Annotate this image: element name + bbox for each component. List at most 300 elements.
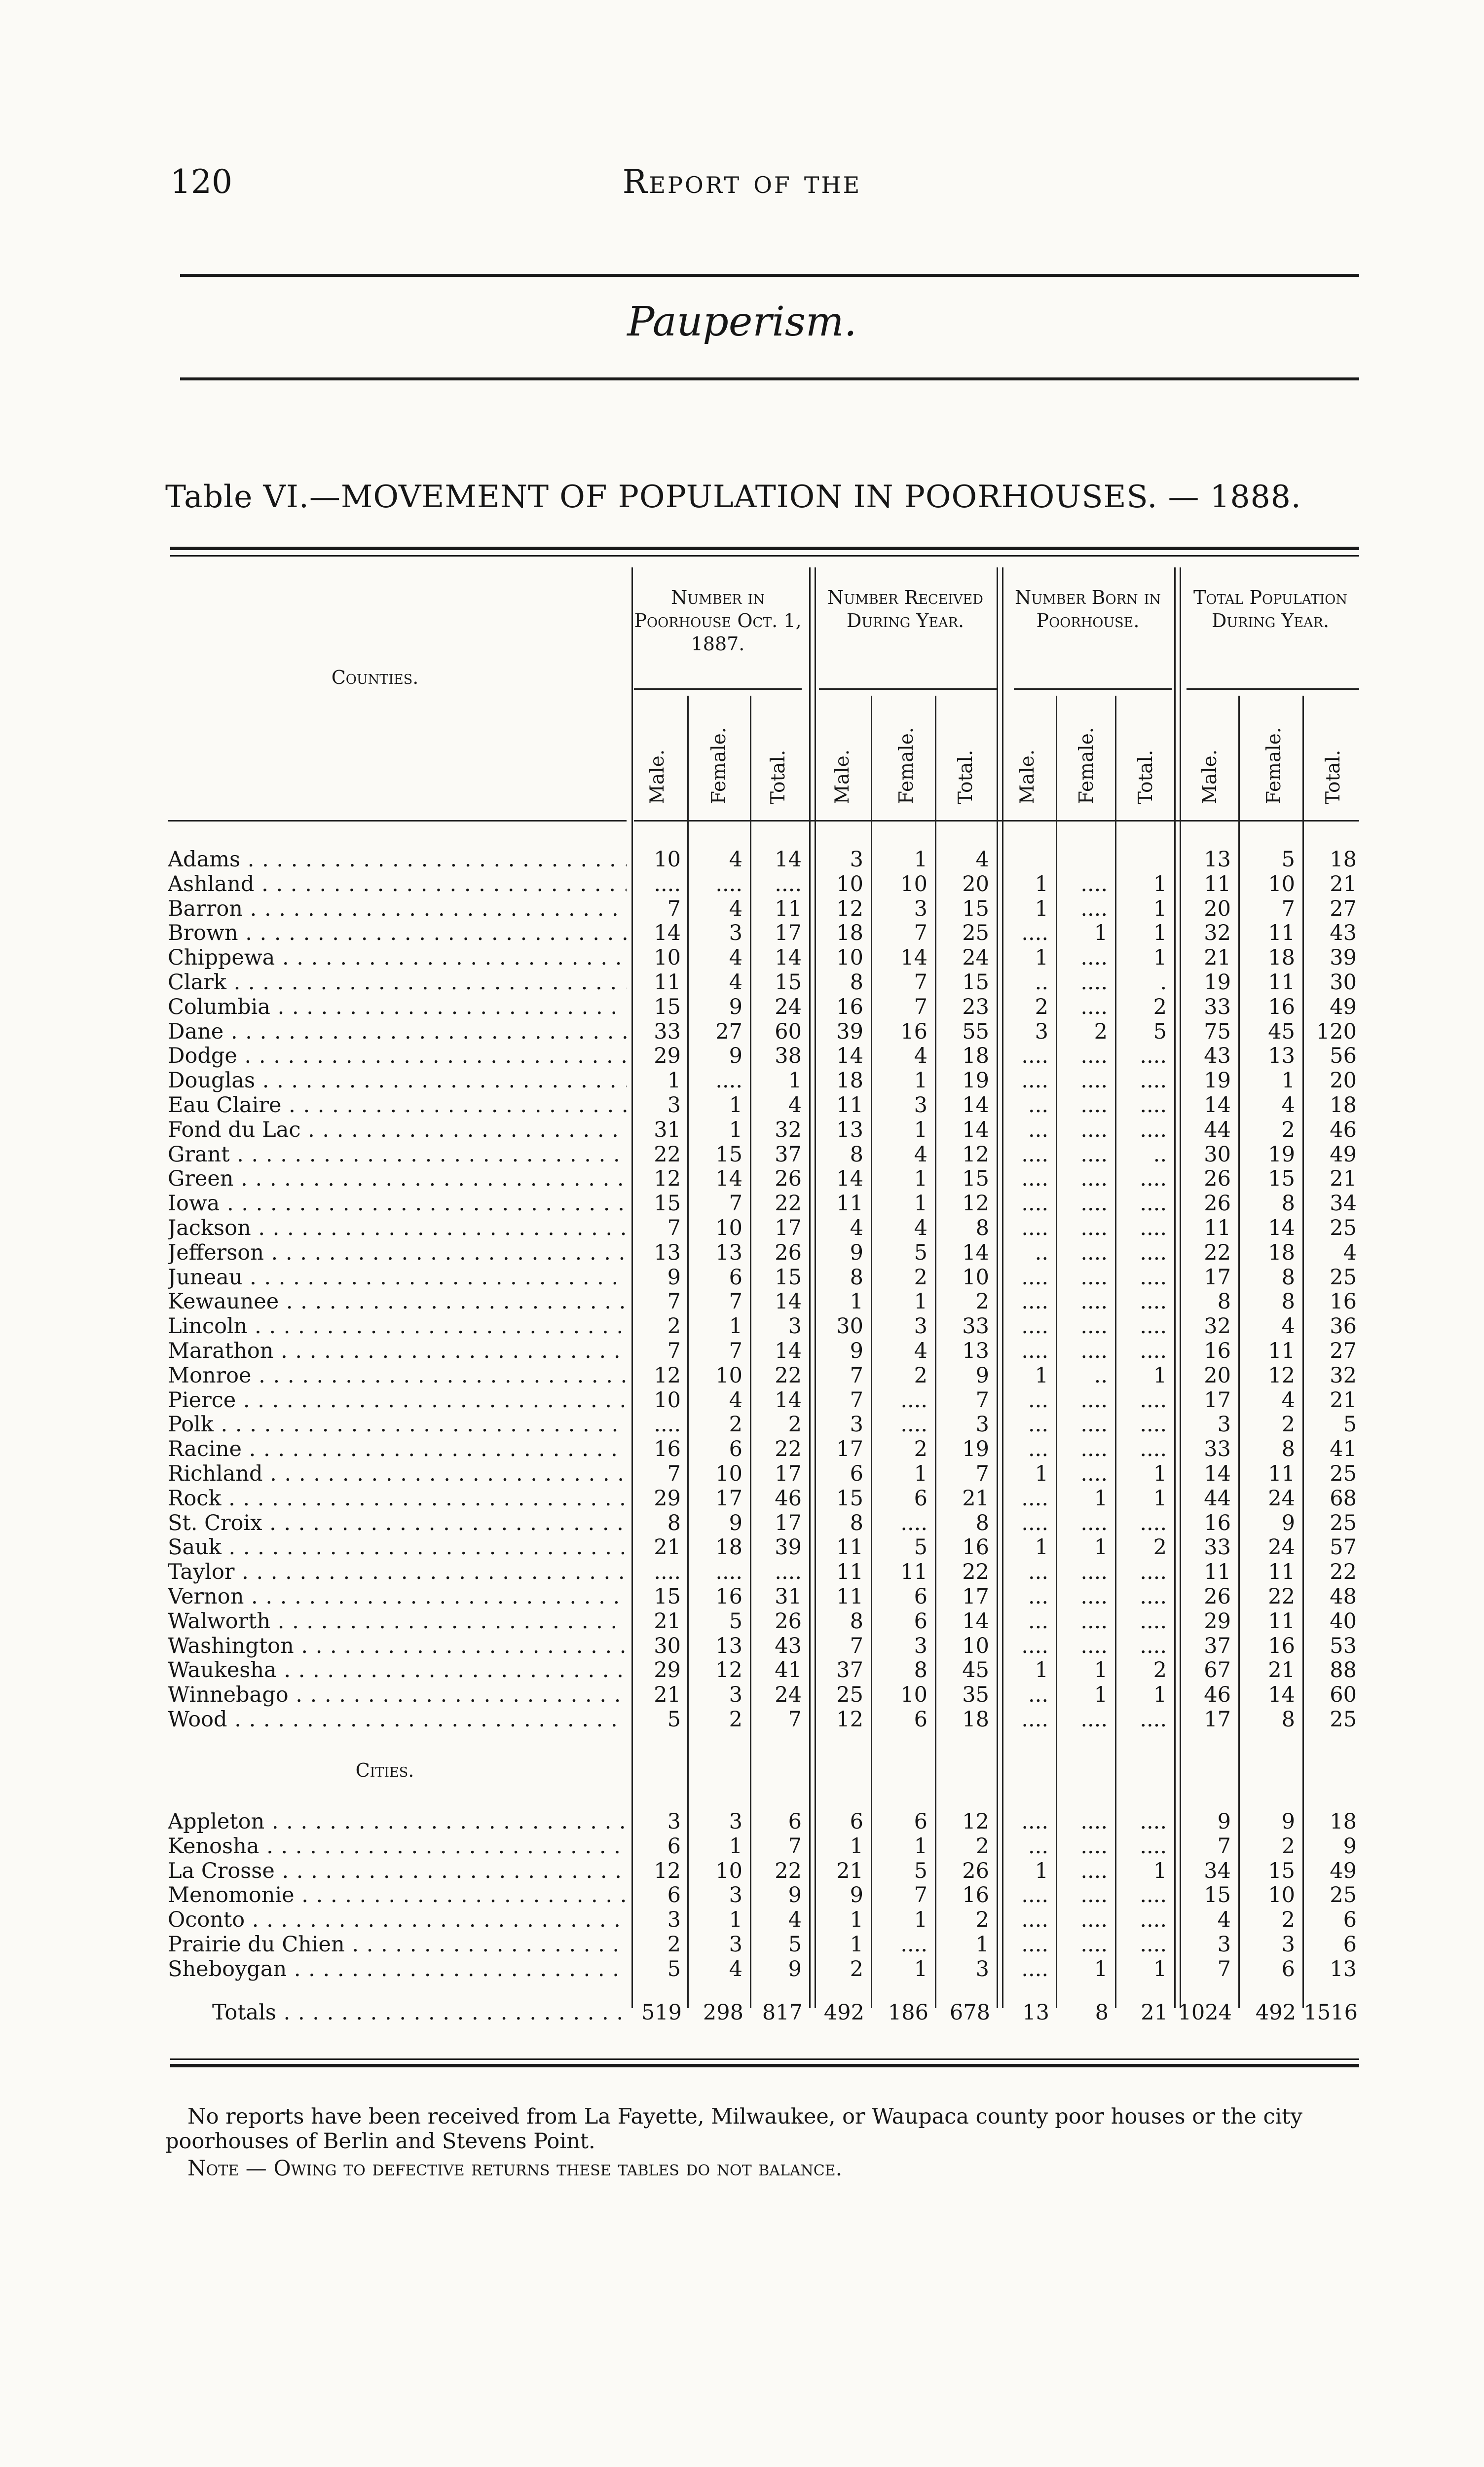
row-name: Kewaunee . . .: [168, 1290, 627, 1313]
cell: 14: [962, 1240, 989, 1265]
cell: 11: [1268, 1461, 1295, 1486]
row-name: Green . . .: [168, 1167, 627, 1191]
cell: 16: [1204, 1511, 1231, 1535]
cell: 15: [962, 1166, 989, 1191]
cell: ....: [900, 1388, 928, 1413]
cell: ....: [1080, 1412, 1108, 1437]
cell: 24: [775, 1682, 802, 1707]
cell: ....: [1140, 1932, 1167, 1957]
cell: 13: [1204, 847, 1231, 872]
running-header: Report of the: [622, 163, 862, 201]
cell: ....: [1080, 1859, 1108, 1883]
table-row: [0, 1192, 1484, 1215]
cell: 6: [914, 1584, 928, 1609]
cell: 17: [775, 921, 802, 945]
cell: 18: [962, 1707, 989, 1732]
cell: 53: [1330, 1634, 1357, 1658]
cell: 1: [914, 1068, 928, 1093]
cell: 30: [1330, 970, 1357, 995]
cell: 14: [715, 1166, 742, 1191]
cell: 4: [729, 847, 742, 872]
cell: 18: [1330, 1809, 1357, 1834]
cell: 20: [1330, 1068, 1357, 1093]
cell: 29: [654, 1486, 681, 1511]
cell: ....: [1140, 1191, 1167, 1216]
cell: 6: [788, 1809, 802, 1834]
cell: 6: [914, 1809, 928, 1834]
cities-header: Cities.: [355, 1759, 414, 1781]
cell: 1: [914, 1834, 928, 1859]
cell: 39: [836, 1019, 863, 1044]
cell: 2: [975, 1834, 989, 1859]
cell: ....: [1140, 1560, 1167, 1584]
cell: 57: [1330, 1535, 1357, 1560]
cell: 15: [775, 970, 802, 995]
cell: 15: [836, 1486, 863, 1511]
cell: 12: [654, 1166, 681, 1191]
cell: 21: [962, 1486, 989, 1511]
cell: 32: [775, 1118, 802, 1142]
cell: 5: [914, 1240, 928, 1265]
cell: ....: [1080, 1560, 1108, 1584]
cell: 60: [1330, 1682, 1357, 1707]
cell: 4: [729, 970, 742, 995]
cell: 4: [914, 1216, 928, 1240]
cell: 14: [1204, 1461, 1231, 1486]
cell: 13: [962, 1339, 989, 1363]
cell: ....: [1140, 1907, 1167, 1932]
group-underline-4: [1187, 688, 1359, 690]
cell: 8: [850, 1265, 863, 1290]
section-title: Pauperism.: [627, 299, 857, 345]
cell: ....: [900, 1511, 928, 1535]
cell: 45: [1268, 1019, 1295, 1044]
table-row: [0, 1908, 1484, 1932]
cell: 22: [1330, 1560, 1357, 1584]
table-row: [0, 995, 1484, 1019]
cell: 23: [962, 995, 989, 1019]
row-name: Brown . . .: [168, 921, 627, 945]
cell: ....: [1140, 1093, 1167, 1118]
cell: 12: [962, 1142, 989, 1167]
cell: 3: [729, 1809, 742, 1834]
cell: 43: [1204, 1044, 1231, 1068]
cell: ....: [1080, 1289, 1108, 1314]
cell: 14: [775, 1339, 802, 1363]
cell: 7: [850, 1634, 863, 1658]
cell: 32: [1204, 1314, 1231, 1339]
table-row: [0, 1487, 1484, 1510]
cell: 7: [729, 1339, 742, 1363]
cell: 1: [975, 1932, 989, 1957]
cell: 4: [788, 1907, 802, 1932]
cell: ....: [654, 1412, 681, 1437]
table-row: [0, 1634, 1484, 1658]
cell: ....: [900, 1412, 928, 1437]
cell: 15: [715, 1142, 742, 1167]
cell: 49: [1330, 1142, 1357, 1167]
cell: 8: [850, 1609, 863, 1634]
table-top-rule-2: [170, 555, 1359, 557]
cell: 12: [654, 1859, 681, 1883]
cell: 12: [962, 1191, 989, 1216]
sub-header-female: Female.: [1263, 727, 1285, 804]
cell: 10: [900, 1682, 928, 1707]
cell: 3: [1217, 1932, 1231, 1957]
cell: 13: [836, 1118, 863, 1142]
cell: 38: [775, 1044, 802, 1068]
cell: ....: [1080, 897, 1108, 921]
row-name: Appleton . . .: [168, 1810, 627, 1833]
table-row: [0, 1462, 1484, 1486]
table-row: [0, 1683, 1484, 1707]
cell: ....: [1080, 1707, 1108, 1732]
cell: 11: [900, 1560, 928, 1584]
cell: 32: [1330, 1363, 1357, 1388]
cell: 22: [775, 1191, 802, 1216]
row-name: Vernon . . .: [168, 1585, 627, 1608]
cell: 14: [962, 1093, 989, 1118]
cell: 1: [729, 1118, 742, 1142]
cell: 7: [850, 1363, 863, 1388]
cell: ....: [1140, 1265, 1167, 1290]
cell: 14: [775, 1388, 802, 1413]
cell: 7: [914, 921, 928, 945]
row-name: La Crosse . . .: [168, 1859, 627, 1883]
cell: 4: [1343, 1240, 1357, 1265]
row-name: Lincoln . . .: [168, 1314, 627, 1338]
cell: 1: [1153, 945, 1167, 970]
row-name: Ashland . . .: [168, 872, 627, 896]
sub-header-total: Total.: [955, 749, 977, 804]
row-name: Waukesha . . .: [168, 1658, 627, 1682]
total-cell: 678: [949, 2000, 990, 2025]
cell: ....: [1080, 1166, 1108, 1191]
cell: 9: [729, 1044, 742, 1068]
table-row: [0, 848, 1484, 871]
table-row: [0, 1658, 1484, 1682]
cell: 37: [775, 1142, 802, 1167]
cell: 7: [788, 1707, 802, 1732]
table-row: [0, 1020, 1484, 1044]
group-underline-1: [634, 688, 802, 690]
cell: ....: [1021, 1314, 1048, 1339]
cell: 1: [850, 1289, 863, 1314]
cell: 22: [775, 1363, 802, 1388]
sub-header-female: Female.: [1076, 727, 1098, 804]
cell: 13: [715, 1634, 742, 1658]
sub-header-total: Total.: [1322, 749, 1344, 804]
cell: 14: [775, 1289, 802, 1314]
cell: 11: [1268, 921, 1295, 945]
cell: 15: [1268, 1859, 1295, 1883]
cell: 7: [850, 1388, 863, 1413]
cell: ....: [1140, 1118, 1167, 1142]
cell: ....: [1021, 1883, 1048, 1907]
table-title: Table VI.—MOVEMENT OF POPULATION IN POORHOUSES. — 1888.: [165, 479, 1301, 515]
row-name: Kenosha . . .: [168, 1834, 627, 1858]
cell: 3: [914, 1093, 928, 1118]
cell: 7: [914, 1883, 928, 1907]
totals-label: Totals . . .: [212, 2001, 627, 2024]
cell: 1: [1153, 1461, 1167, 1486]
cell: ....: [1021, 1511, 1048, 1535]
cell: 15: [654, 1191, 681, 1216]
cell: 16: [654, 1437, 681, 1461]
cell: 2: [1281, 1907, 1295, 1932]
cell: ....: [1021, 1486, 1048, 1511]
cell: 39: [775, 1535, 802, 1560]
cell: 2: [914, 1363, 928, 1388]
cell: 4: [1217, 1907, 1231, 1932]
cell: ....: [1080, 1511, 1108, 1535]
cell: 2: [1153, 1535, 1167, 1560]
cell: 5: [788, 1932, 802, 1957]
total-cell: 492: [823, 2000, 864, 2025]
sub-header-female: Female.: [708, 727, 730, 804]
cell: 11: [836, 1584, 863, 1609]
cell: ....: [1021, 1265, 1048, 1290]
cell: 4: [1281, 1314, 1295, 1339]
cell: 14: [775, 945, 802, 970]
cell: 4: [729, 1388, 742, 1413]
cell: 11: [775, 897, 802, 921]
cell: 11: [1268, 1560, 1295, 1584]
cell: 6: [850, 1461, 863, 1486]
cell: 3: [667, 1093, 681, 1118]
cell: ....: [1021, 1191, 1048, 1216]
cell: 8: [1281, 1289, 1295, 1314]
cell: 26: [1204, 1166, 1231, 1191]
cell: 1: [914, 847, 928, 872]
cell: ....: [1080, 1907, 1108, 1932]
cell: 1: [850, 1932, 863, 1957]
cell: 17: [1204, 1388, 1231, 1413]
cell: 7: [667, 1289, 681, 1314]
cell: 1: [1035, 945, 1048, 970]
cell: 16: [1330, 1289, 1357, 1314]
cell: 3: [729, 1883, 742, 1907]
cell: 7: [667, 897, 681, 921]
cell: 26: [775, 1609, 802, 1634]
cell: 5: [914, 1859, 928, 1883]
cell: ....: [1021, 1216, 1048, 1240]
cell: ....: [1021, 1289, 1048, 1314]
cell: 18: [715, 1535, 742, 1560]
cell: 68: [1330, 1486, 1357, 1511]
cell: 1: [1035, 872, 1048, 897]
cell: 7: [667, 1339, 681, 1363]
cell: 6: [1343, 1907, 1357, 1932]
cell: 9: [850, 1883, 863, 1907]
cell: 2: [1281, 1834, 1295, 1859]
cell: 9: [788, 1883, 802, 1907]
cell: 22: [1268, 1584, 1295, 1609]
cell: 1: [1035, 1461, 1048, 1486]
cell: 10: [1268, 872, 1295, 897]
table-row: [0, 1883, 1484, 1907]
table-row: [0, 1810, 1484, 1833]
cell: ....: [1080, 1609, 1108, 1634]
cell: 9: [975, 1363, 989, 1388]
cell: 9: [1281, 1511, 1295, 1535]
cell: 44: [1204, 1486, 1231, 1511]
cell: ...: [1028, 1560, 1048, 1584]
row-header-counties: Counties.: [331, 667, 419, 688]
cell: 25: [962, 921, 989, 945]
cell: 27: [715, 1019, 742, 1044]
cell: 2: [975, 1289, 989, 1314]
table-row: [0, 1241, 1484, 1265]
table-row: [0, 1118, 1484, 1142]
cell: 1: [1094, 1957, 1108, 1981]
cell: ....: [654, 1560, 681, 1584]
group-underline-2: [819, 688, 997, 690]
cell: 29: [654, 1044, 681, 1068]
table-row: [0, 1413, 1484, 1436]
cell: ....: [1080, 1240, 1108, 1265]
cell: 11: [654, 970, 681, 995]
cell: 2: [1153, 995, 1167, 1019]
cell: 13: [715, 1240, 742, 1265]
cell: ....: [715, 872, 742, 897]
cell: ....: [1140, 1166, 1167, 1191]
row-name: Fond du Lac . . .: [168, 1118, 627, 1142]
cell: ....: [1140, 1584, 1167, 1609]
cell: 16: [715, 1584, 742, 1609]
cell: ....: [1080, 1314, 1108, 1339]
cell: 2: [850, 1957, 863, 1981]
cell: ....: [1021, 1166, 1048, 1191]
cell: 4: [1281, 1388, 1295, 1413]
cell: 17: [775, 1461, 802, 1486]
cell: 3: [975, 1957, 989, 1981]
cell: 88: [1330, 1658, 1357, 1682]
cell: 30: [836, 1314, 863, 1339]
cell: 75: [1204, 1019, 1231, 1044]
cell: 3: [729, 1932, 742, 1957]
cell: 26: [775, 1166, 802, 1191]
cell: 18: [1268, 945, 1295, 970]
sub-header-female: Female.: [895, 727, 918, 804]
cell: 29: [654, 1658, 681, 1682]
cell: 10: [836, 872, 863, 897]
cell: ..: [1035, 970, 1048, 995]
cell: 34: [1330, 1191, 1357, 1216]
cell: 9: [729, 995, 742, 1019]
row-name: Clark . . .: [168, 971, 627, 994]
row-name: Adams . . .: [168, 848, 627, 871]
cell: 6: [1281, 1957, 1295, 1981]
cell: 10: [1268, 1883, 1295, 1907]
row-name: Grant . . .: [168, 1143, 627, 1166]
row-name: Menomonie . . .: [168, 1883, 627, 1907]
cell: ....: [1080, 945, 1108, 970]
cell: 8: [1281, 1265, 1295, 1290]
row-name: Jefferson . . .: [168, 1241, 627, 1265]
cell: 11: [836, 1535, 863, 1560]
cell: 1: [914, 1118, 928, 1142]
cell: 8: [850, 1511, 863, 1535]
cell: 1: [1153, 1486, 1167, 1511]
cell: 33: [1204, 1437, 1231, 1461]
group-underline-3: [1014, 688, 1172, 690]
cell: 1: [1094, 1682, 1108, 1707]
cell: 120: [1316, 1019, 1357, 1044]
cell: 6: [914, 1486, 928, 1511]
row-name: Oconto . . .: [168, 1908, 627, 1932]
cell: ....: [1140, 1240, 1167, 1265]
cell: ...: [1028, 1093, 1048, 1118]
cell: 3: [914, 1314, 928, 1339]
sub-header-male: Male.: [1199, 749, 1221, 804]
cell: 2: [667, 1932, 681, 1957]
cell: 14: [900, 945, 928, 970]
cell: 7: [1281, 897, 1295, 921]
cell: 10: [654, 1388, 681, 1413]
cell: 14: [1268, 1682, 1295, 1707]
cell: 8: [975, 1511, 989, 1535]
cell: 33: [654, 1019, 681, 1044]
cell: 8: [850, 1142, 863, 1167]
table-row: [0, 921, 1484, 945]
cell: ....: [1140, 1388, 1167, 1413]
cell: ....: [1080, 1437, 1108, 1461]
cell: 22: [654, 1142, 681, 1167]
cell: 9: [850, 1339, 863, 1363]
cell: 1: [1153, 1363, 1167, 1388]
cell: ....: [1021, 1142, 1048, 1167]
cell: 2: [788, 1412, 802, 1437]
cell: ....: [1080, 1461, 1108, 1486]
cell: 19: [1204, 1068, 1231, 1093]
cell: ....: [654, 872, 681, 897]
total-cell: 21: [1141, 2000, 1168, 2025]
cell: 21: [836, 1859, 863, 1883]
cell: 26: [1204, 1584, 1231, 1609]
cell: 7: [667, 1461, 681, 1486]
cell: 56: [1330, 1044, 1357, 1068]
cell: 16: [962, 1535, 989, 1560]
cell: 45: [962, 1658, 989, 1682]
cell: 9: [1217, 1809, 1231, 1834]
cell: 18: [962, 1044, 989, 1068]
cell: ....: [1021, 1707, 1048, 1732]
table-row: [0, 1834, 1484, 1858]
sub-header-total: Total.: [1135, 749, 1157, 804]
cell: 16: [1268, 995, 1295, 1019]
cell: ....: [775, 872, 802, 897]
cell: 2: [1035, 995, 1048, 1019]
cell: ....: [1140, 1044, 1167, 1068]
cell: 48: [1330, 1584, 1357, 1609]
cell: 16: [1268, 1634, 1295, 1658]
cell: 36: [1330, 1314, 1357, 1339]
cell: 6: [914, 1707, 928, 1732]
cell: ....: [1080, 1216, 1108, 1240]
total-cell: 817: [762, 2000, 803, 2025]
cell: 26: [1204, 1191, 1231, 1216]
cell: 8: [1281, 1191, 1295, 1216]
cell: 4: [729, 945, 742, 970]
table-row: [0, 872, 1484, 896]
cell: 1: [850, 1907, 863, 1932]
cell: 25: [1330, 1461, 1357, 1486]
cell: 19: [1268, 1142, 1295, 1167]
cell: 31: [654, 1118, 681, 1142]
cell: ....: [1080, 995, 1108, 1019]
cell: 7: [1217, 1957, 1231, 1981]
